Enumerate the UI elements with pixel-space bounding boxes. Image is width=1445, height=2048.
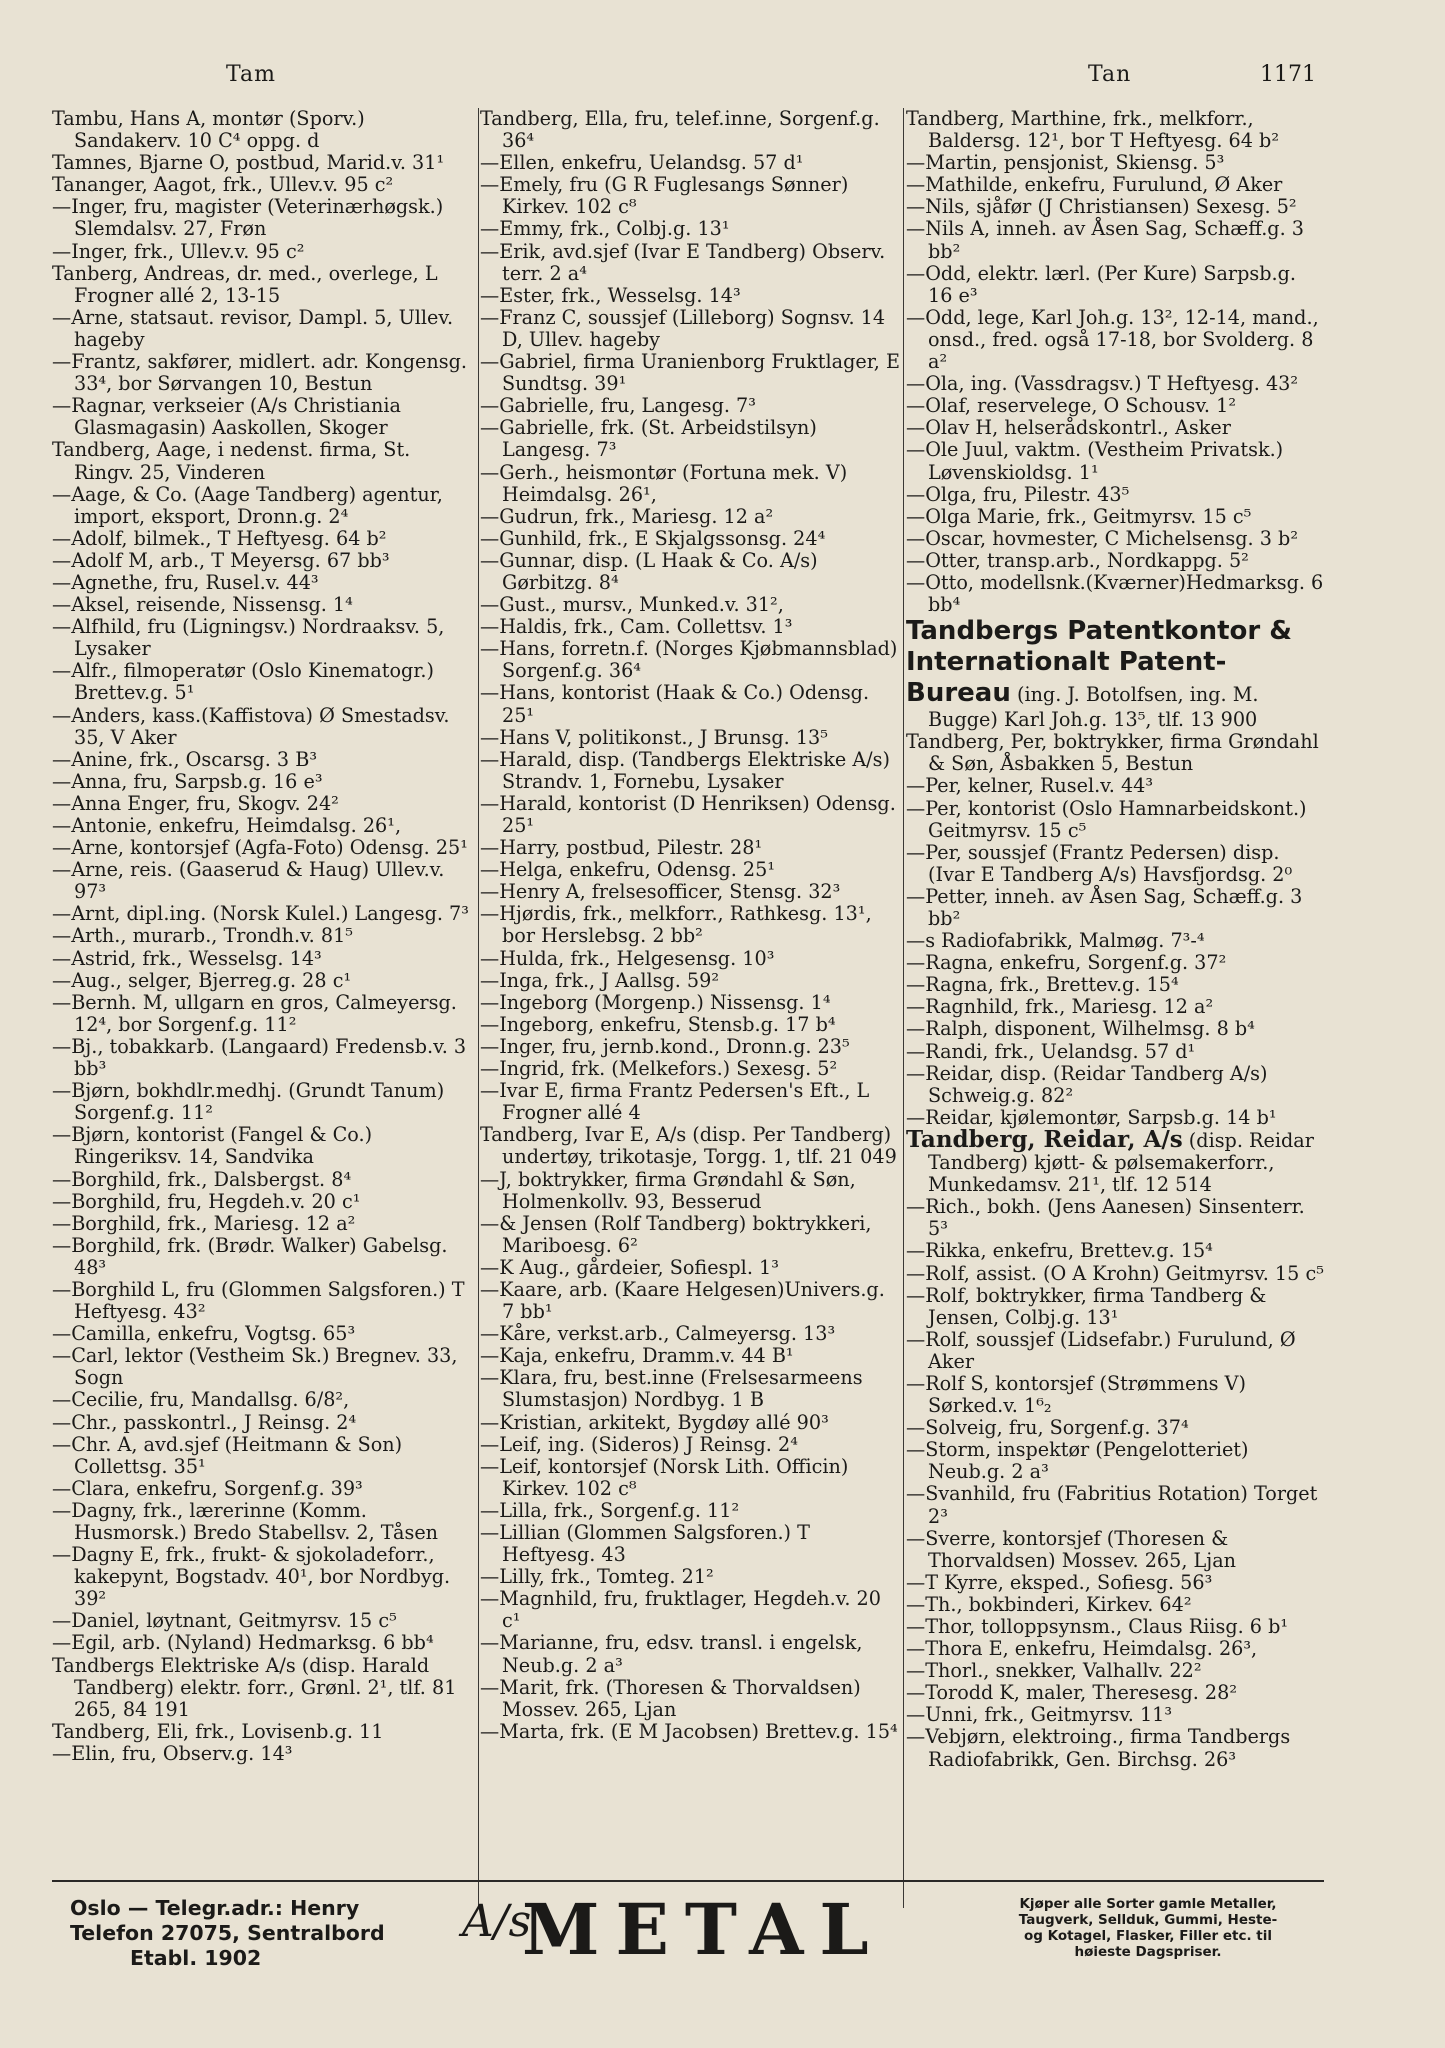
directory-entry: —Olga Marie, frk., Geitmyrsv. 15 c⁵ [906, 504, 1252, 528]
directory-entry: —Gudrun, frk., Mariesg. 12 a² [480, 504, 774, 528]
footer-divider [52, 1880, 1324, 1882]
directory-entry: —Petter, inneh. av Åsen Sag, Schæff.g. 3 bb² [906, 884, 1303, 930]
directory-entry: Tandberg, Marthine, frk., melkforr., Baldersg. 12¹, bor T Heftyesg. 64 b² [906, 108, 1280, 153]
directory-entry: —Per, soussjef (Frantz Pedersen) disp. (Ivar E Tandberg A/s) Havsfjordsg. 2⁰ [906, 840, 1293, 886]
directory-entry: —J, boktrykker, firma Grøndahl & Søn, Holmenkollv. 93, Besserud [480, 1167, 856, 1213]
patent-bureau-name: Bureau [906, 678, 1011, 709]
directory-entry: —Odd, lege, Karl Joh.g. 13², 12-14, mand., onsd., fred. også 17-18, bor Svolderg. 8 a² [906, 305, 1319, 374]
directory-entry: Tanberg, Andreas, dr. med., overlege, L Frogner allé 2, 13-15 [52, 261, 438, 307]
directory-entry: —Borghild L, fru (Glommen Salgsforen.) T Heftyesg. 43² [52, 1277, 465, 1324]
directory-entry: —Reidar, kjølemontør, Sarpsb.g. 14 b¹ [906, 1105, 1277, 1129]
directory-entry: —Harry, postbud, Pilestr. 28¹ [480, 836, 763, 860]
directory-entry: —Kristian, arkitekt, Bygdøy allé 90³ [480, 1410, 829, 1434]
directory-entry: —Rikka, enkefru, Brettev.g. 15⁴ [906, 1239, 1213, 1263]
directory-entry: —Nils A, inneh. av Åsen Sag, Schæff.g. 3 bb² [906, 217, 1304, 263]
patent-bureau-name: Internationalt Patent- [906, 647, 1227, 678]
directory-entry: —Gust., mursv., Munked.v. 31², [480, 593, 784, 617]
reidar-as-listing [906, 1125, 1324, 1197]
header-right-guide-word: Tan [1088, 62, 1132, 87]
directory-entry: —Elin, fru, Observ.g. 14³ [52, 1741, 293, 1765]
directory-entry: —Leif, kontorsjef (Norsk Lith. Officin) Kirkev. 102 c⁸ [480, 1454, 849, 1500]
directory-entry: —Adolf M, arb., T Meyersg. 67 bb³ [52, 548, 390, 572]
directory-entry: —Rolf, assist. (O A Krohn) Geitmyrsv. 15 c⁵ [906, 1261, 1324, 1285]
page-number: 1171 [1260, 62, 1316, 87]
directory-entry: Tandberg, Per, boktrykker, firma Grøndahl & Søn, Åsbakken 5, Bestun [906, 730, 1319, 776]
directory-entry: —Lillian (Glommen Salgsforen.) T Heftyesg. 43 [480, 1521, 810, 1567]
directory-entry: —Ingeborg (Morgenp.) Nissensg. 1⁴ [480, 990, 831, 1014]
directory-entry: —Solveig, fru, Sorgenf.g. 37⁴ [906, 1416, 1189, 1440]
ad-established-line: Etabl. 1902 [130, 1946, 262, 1970]
directory-entry: —& Jensen (Rolf Tandberg) boktrykkeri, Mariboesg. 6² [480, 1211, 872, 1257]
directory-entry: —Helga, enkefru, Odensg. 25¹ [480, 858, 776, 882]
directory-entry: —Nils, sjåfør (J Christiansen) Sexesg. 5² [906, 195, 1297, 219]
ad-description-line: Taugverk, Sellduk, Gummi, Heste- [1018, 1912, 1278, 1928]
reidar-as-details: (disp. Reidar Tandberg) kjøtt- & pølsemakerforr., Munkedamsv. 21¹, tlf. 12 514 [928, 1128, 1314, 1197]
directory-entry: —Aug., selger, Bjerreg.g. 28 c¹ [52, 968, 352, 992]
directory-entry: —Emely, fru (G R Fuglesangs Sønner) Kirkev. 102 c⁸ [480, 173, 849, 219]
column-divider [478, 108, 479, 1908]
directory-entry: —Gunnar, disp. (L Haak & Co. A/s) Gørbitzg. 8⁴ [480, 548, 818, 594]
directory-entry: —Clara, enkefru, Sorgenf.g. 39³ [52, 1476, 363, 1500]
directory-entry: Tambu, Hans A, montør (Sporv.) Sandakerv. 10 C⁴ oppg. d [52, 108, 365, 153]
directory-entry: —K Aug., gårdeier, Sofiespl. 1³ [480, 1255, 779, 1279]
directory-entry: —Lilla, frk., Sorgenf.g. 11² [480, 1498, 740, 1522]
ad-company-prefix: A/s [462, 1896, 532, 1947]
directory-entry: —T Kyrre, eksped., Sofiesg. 56³ [906, 1570, 1213, 1594]
directory-entry: —Olav H, helserådskontrl., Asker [906, 416, 1231, 440]
directory-entry: —Dagny, frk., lærerinne (Komm. Husmorsk.) Bredo Stabellsv. 2, Tåsen [52, 1498, 439, 1544]
directory-entry: —Unni, frk., Geitmyrsv. 11³ [906, 1703, 1173, 1727]
directory-entry: —Daniel, løytnant, Geitmyrsv. 15 c⁵ [52, 1609, 397, 1633]
directory-entry: —Arth., murarb., Trondh.v. 81⁵ [52, 924, 353, 948]
directory-entry: —Olaf, reservelege, O Schousv. 1² [906, 394, 1237, 418]
directory-entry: —Agnethe, fru, Rusel.v. 44³ [52, 570, 319, 594]
directory-entry: —Per, kontorist (Oslo Hamnarbeidskont.) Geitmyrsv. 15 c⁵ [906, 796, 1307, 842]
directory-entry: —Gabrielle, frk. (St. Arbeidstilsyn) Langesg. 7³ [480, 416, 817, 462]
directory-entry: —Rich., bokh. (Jens Aanesen) Sinsenterr. 5³ [906, 1195, 1305, 1241]
directory-entry: —Ola, ing. (Vassdragsv.) T Heftyesg. 43² [906, 372, 1299, 396]
directory-entry: —Storm, inspektør (Pengelotteriet) Neub.g. 2 a³ [906, 1438, 1249, 1484]
directory-entry: —Anna, fru, Sarpsb.g. 16 e³ [52, 769, 323, 793]
directory-entry: —Leif, ing. (Sideros) J Reinsg. 2⁴ [480, 1432, 798, 1456]
directory-entry: —Ragnar, verkseier (A/s Christiania Glasmagasin) Aaskollen, Skoger [52, 394, 401, 440]
directory-entry: Tandbergs Elektriske A/s (disp. Harald Tandberg) elektr. forr., Grønl. 2¹, tlf. 81 265, 84 191 [52, 1653, 457, 1721]
directory-entry: —Cecilie, fru, Mandallsg. 6/8², [52, 1388, 350, 1412]
directory-entry: —s Radiofabrikk, Malmøg. 7³-⁴ [906, 929, 1205, 953]
directory-entry: —Ingrid, frk. (Melkefors.) Sexesg. 5² [480, 1057, 838, 1081]
directory-entry: —Bjørn, bokhdlr.medhj. (Grundt Tanum) Sorgenf.g. 11² [52, 1079, 445, 1125]
directory-entry: —Arnt, dipl.ing. (Norsk Kulel.) Langesg. 7³ [52, 902, 469, 926]
directory-entry: —Magnhild, fru, fruktlager, Hegdeh.v. 20 c¹ [480, 1587, 881, 1633]
directory-entry: —Inger, fru, jernb.kond., Dronn.g. 23⁵ [480, 1034, 850, 1058]
directory-entry: —Anna Enger, fru, Skogv. 24² [52, 791, 339, 815]
ad-phone-line: Telefon 27075, Sentralbord [70, 1921, 385, 1945]
directory-entry: —Anine, frk., Oscarsg. 3 B³ [52, 747, 318, 771]
directory-entry: —Kaare, arb. (Kaare Helgesen)Univers.g. 7 bb¹ [480, 1277, 885, 1324]
directory-entry: —Ralph, disponent, Wilhelmsg. 8 b⁴ [906, 1017, 1255, 1041]
directory-entry: —Chr., passkontrl., J Reinsg. 2⁴ [52, 1410, 357, 1434]
directory-entry: —Olga, fru, Pilestr. 43⁵ [906, 482, 1130, 506]
directory-entry: —Aksel, reisende, Nissensg. 1⁴ [52, 593, 353, 617]
directory-entry: Tananger, Aagot, frk., Ullev.v. 95 c² [52, 173, 394, 197]
directory-entry: —Martin, pensjonist, Skiensg. 5³ [906, 151, 1225, 175]
header-left-guide-word: Tam [226, 62, 276, 87]
directory-entry: —Thora E, enkefru, Heimdalsg. 26³, [906, 1637, 1258, 1661]
directory-entry: —Egil, arb. (Nyland) Hedmarksg. 6 bb⁴ [52, 1631, 434, 1655]
directory-entry: —Per, kelner, Rusel.v. 44³ [906, 774, 1154, 798]
directory-entry: —Otter, transp.arb., Nordkappg. 5² [906, 548, 1249, 572]
patent-bureau-name: Tandbergs Patentkontor & [906, 616, 1292, 647]
column-divider [903, 108, 904, 1908]
directory-entry: —Hjørdis, frk., melkforr., Rathkesg. 13¹, bor Herslebsg. 2 bb² [480, 902, 872, 948]
directory-entry: —Inga, frk., J Aallsg. 59² [480, 968, 720, 992]
directory-entry: —Harald, kontorist (D Henriksen) Odensg. 25¹ [480, 791, 896, 837]
directory-entry: —Arne, reis. (Gaaserud & Haug) Ullev.v. 97³ [52, 858, 445, 904]
directory-entry: —Hans, kontorist (Haak & Co.) Odensg. 25¹ [480, 681, 870, 727]
directory-entry: Tandberg, Ella, fru, telef.inne, Sorgenf.g. 36⁴ [480, 108, 880, 153]
directory-entry: —Borghild, frk. (Brødr. Walker) Gabelsg. 48³ [52, 1233, 448, 1279]
directory-entry: —Randi, frk., Uelandsg. 57 d¹ [906, 1039, 1196, 1063]
directory-entry: Tamnes, Bjarne O, postbud, Marid.v. 31¹ [52, 151, 445, 175]
directory-entry: —Marit, frk. (Thoresen & Thorvaldsen) Mossev. 265, Ljan [480, 1675, 861, 1721]
directory-entry: Tandberg, Ivar E, A/s (disp. Per Tandberg) undertøy, trikotasje, Torgg. 1, tlf. 21 049 [480, 1123, 897, 1169]
directory-column-1 [52, 108, 476, 1908]
directory-entry: —Franz C, soussjef (Lilleborg) Sognsv. 14 D, Ullev. hageby [480, 305, 886, 351]
directory-entry: —Kåre, verkst.arb., Calmeyersg. 13³ [480, 1322, 836, 1346]
patent-bureau-details: (ing. J. Botolfsen, ing. M. Bugge) Karl Joh.g. 13⁵, tlf. 13 900 [928, 683, 1259, 732]
directory-entry: —Vebjørn, elektroing., firma Tandbergs Radiofabrikk, Gen. Birchsg. 26³ [906, 1725, 1291, 1771]
directory-entry: —Borghild, frk., Mariesg. 12 a² [52, 1211, 356, 1235]
directory-entry: —Rolf S, kontorsjef (Strømmens V) Sørked.v. 1⁶₂ [906, 1371, 1246, 1418]
directory-entry: —Dagny E, frk., frukt- & sjokoladeforr., kakepynt, Bogstadv. 40¹, bor Nordbyg. 39² [52, 1543, 451, 1611]
directory-entry: —Kaja, enkefru, Dramm.v. 44 B¹ [480, 1344, 794, 1368]
directory-entry: —Borghild, fru, Hegdeh.v. 20 c¹ [52, 1189, 361, 1213]
directory-column-2 [480, 108, 902, 1908]
directory-entry: —Erik, avd.sjef (Ivar E Tandberg) Observ. terr. 2 a⁴ [480, 239, 886, 285]
directory-entry: —Adolf, bilmek., T Heftyesg. 64 b² [52, 526, 387, 550]
directory-entry: —Rolf, boktrykker, firma Tandberg & Jensen, Colbj.g. 13¹ [906, 1283, 1267, 1329]
reidar-as-name: Tandberg, Reidar, A/s [906, 1125, 1183, 1153]
directory-entry: —Chr. A, avd.sjef (Heitmann & Son) Collettsg. 35¹ [52, 1432, 403, 1478]
directory-entry: —Ingeborg, enkefru, Stensb.g. 17 b⁴ [480, 1012, 836, 1036]
directory-entry: —Emmy, frk., Colbj.g. 13¹ [480, 217, 730, 241]
directory-entry: —Alfhild, fru (Ligningsv.) Nordraaksv. 5, Lysaker [52, 615, 445, 661]
directory-entry: —Ole Juul, vaktm. (Vestheim Privatsk.) Løvenskioldsg. 1¹ [906, 438, 1284, 484]
ad-description-line: og Kotagel, Flasker, Filler etc. til [1023, 1928, 1272, 1944]
directory-entry: —Hans, forretn.f. (Norges Kjøbmannsblad) Sorgenf.g. 36⁴ [480, 637, 898, 683]
directory-entry: —Carl, lektor (Vestheim Sk.) Bregnev. 33, Sogn [52, 1344, 458, 1390]
ad-brand-name: METAL [522, 1888, 885, 1971]
directory-entry: —Arne, statsaut. revisor, Dampl. 5, Ullev. hageby [52, 305, 454, 351]
directory-entry: —Arne, kontorsjef (Agfa-Foto) Odensg. 25¹ [52, 836, 468, 860]
directory-entry: —Sverre, kontorsjef (Thoresen & Thorvaldsen) Mossev. 265, Ljan [906, 1526, 1237, 1572]
ad-description-line: Kjøper alle Sorter gamle Metaller, [1019, 1896, 1277, 1912]
directory-entry: —Anders, kass.(Kaffistova) Ø Smestadsv. 35, V Aker [52, 703, 450, 749]
directory-entry: —Frantz, sakfører, midlert. adr. Kongensg. 33⁴, bor Sørvangen 10, Bestun [52, 350, 467, 396]
directory-entry: —Hulda, frk., Helgesensg. 10³ [480, 946, 775, 970]
directory-entry: —Ragna, enkefru, Sorgenf.g. 37² [906, 951, 1227, 975]
directory-entry: —Ragna, frk., Brettev.g. 15⁴ [906, 973, 1179, 997]
directory-entry: —Harald, disp. (Tandbergs Elektriske A/s) Strandv. 1, Fornebu, Lysaker [480, 747, 890, 793]
directory-entry: —Ester, frk., Wesselsg. 14³ [480, 283, 741, 307]
directory-entry: —Oscar, hovmester, C Michelsensg. 3 b² [906, 526, 1299, 550]
directory-entry: —Inger, frk., Ullev.v. 95 c² [52, 239, 305, 263]
directory-entry: —Bernh. M, ullgarn en gros, Calmeyersg. 12⁴, bor Sorgenf.g. 11² [52, 990, 457, 1036]
directory-entry: —Haldis, frk., Cam. Collettsv. 1³ [480, 615, 793, 639]
directory-entry: —Bj., tobakkarb. (Langaard) Fredensb.v. 3 bb³ [52, 1034, 467, 1081]
directory-entry: —Antonie, enkefru, Heimdalsg. 26¹, [52, 814, 402, 837]
directory-entry: Tandberg, Aage, i nedenst. firma, St. Ringv. 25, Vinderen [52, 438, 411, 484]
directory-entry: —Ivar E, firma Frantz Pedersen's Eft., L Frogner allé 4 [480, 1079, 870, 1125]
directory-entry: —Ellen, enkefru, Uelandsg. 57 d¹ [480, 151, 804, 175]
directory-entry: —Torodd K, maler, Theresesg. 28² [906, 1681, 1238, 1705]
directory-entry: —Thorl., snekker, Valhallv. 22² [906, 1659, 1202, 1683]
directory-entry: —Gabriel, firma Uranienborg Fruktlager, E Sundtsg. 39¹ [480, 350, 900, 396]
directory-entry: Tandberg, Eli, frk., Lovisenb.g. 11 [52, 1719, 384, 1743]
footer-advertisement [52, 1890, 1324, 1980]
directory-entry: —Borghild, frk., Dalsbergst. 8⁴ [52, 1167, 352, 1191]
directory-entry: —Odd, elektr. lærl. (Per Kure) Sarpsb.g. 16 e³ [906, 261, 1296, 307]
directory-entry: —Gerh., heismontør (Fortuna mek. V) Heimdalsg. 26¹, [480, 460, 848, 506]
directory-entry: —Rolf, soussjef (Lidsefabr.) Furulund, Ø Aker [906, 1327, 1296, 1373]
directory-entry: —Mathilde, enkefru, Furulund, Ø Aker [906, 173, 1283, 197]
directory-entry: —Otto, modellsnk.(Kværner)Hedmarksg. 6 bb⁴ [906, 570, 1324, 617]
directory-column-3 [906, 108, 1324, 1908]
directory-entry: —Thor, tolloppsynsm., Claus Riisg. 6 b¹ [906, 1615, 1289, 1638]
directory-entry: —Svanhild, fru (Fabritius Rotation) Torget 2³ [906, 1482, 1318, 1528]
directory-entry: —Astrid, frk., Wesselsg. 14³ [52, 946, 322, 970]
directory-entry: —Camilla, enkefru, Vogtsg. 65³ [52, 1322, 356, 1346]
ad-contact-block [70, 1896, 385, 1971]
directory-entry: —Marta, frk. (E M Jacobsen) Brettev.g. 15⁴ [480, 1719, 898, 1743]
directory-entry: —Bjørn, kontorist (Fangel & Co.) Ringeriksv. 14, Sandvika [52, 1123, 373, 1169]
ad-description-line: høieste Dagspriser. [1074, 1944, 1222, 1960]
directory-entry: —Klara, fru, best.inne (Frelsesarmeens Slumstasjon) Nordbyg. 1 B [480, 1366, 863, 1412]
directory-entry: —Marianne, fru, edsv. transl. i engelsk, Neub.g. 2 a³ [480, 1631, 863, 1677]
directory-entry: —Gunhild, frk., E Skjalgssonsg. 24⁴ [480, 526, 826, 550]
directory-entry: —Henry A, frelsesofficer, Stensg. 32³ [480, 880, 841, 904]
directory-entry: —Gabrielle, fru, Langesg. 7³ [480, 394, 756, 418]
patent-bureau-listing [906, 616, 1324, 731]
ad-description-block [970, 1896, 1326, 1960]
directory-entry: —Alfr., filmoperatør (Oslo Kinematogr.) Brettev.g. 5¹ [52, 659, 434, 705]
directory-entry: —Ragnhild, frk., Mariesg. 12 a² [906, 995, 1214, 1019]
directory-entry: —Th., bokbinderi, Kirkev. 64² [906, 1592, 1192, 1616]
directory-entry: —Inger, fru, magister (Veterinærhøgsk.) Slemdalsv. 27, Frøn [52, 195, 444, 241]
directory-entry: —Reidar, disp. (Reidar Tandberg A/s) Schweig.g. 82² [906, 1061, 1268, 1107]
directory-entry: —Aage, & Co. (Aage Tandberg) agentur, import, eksport, Dronn.g. 2⁴ [52, 482, 443, 528]
directory-entry: —Hans V, politikonst., J Brunsg. 13⁵ [480, 725, 828, 749]
directory-entry: —Lilly, frk., Tomteg. 21² [480, 1565, 714, 1589]
ad-telegram-line: Oslo — Telegr.adr.: Henry [70, 1896, 360, 1920]
